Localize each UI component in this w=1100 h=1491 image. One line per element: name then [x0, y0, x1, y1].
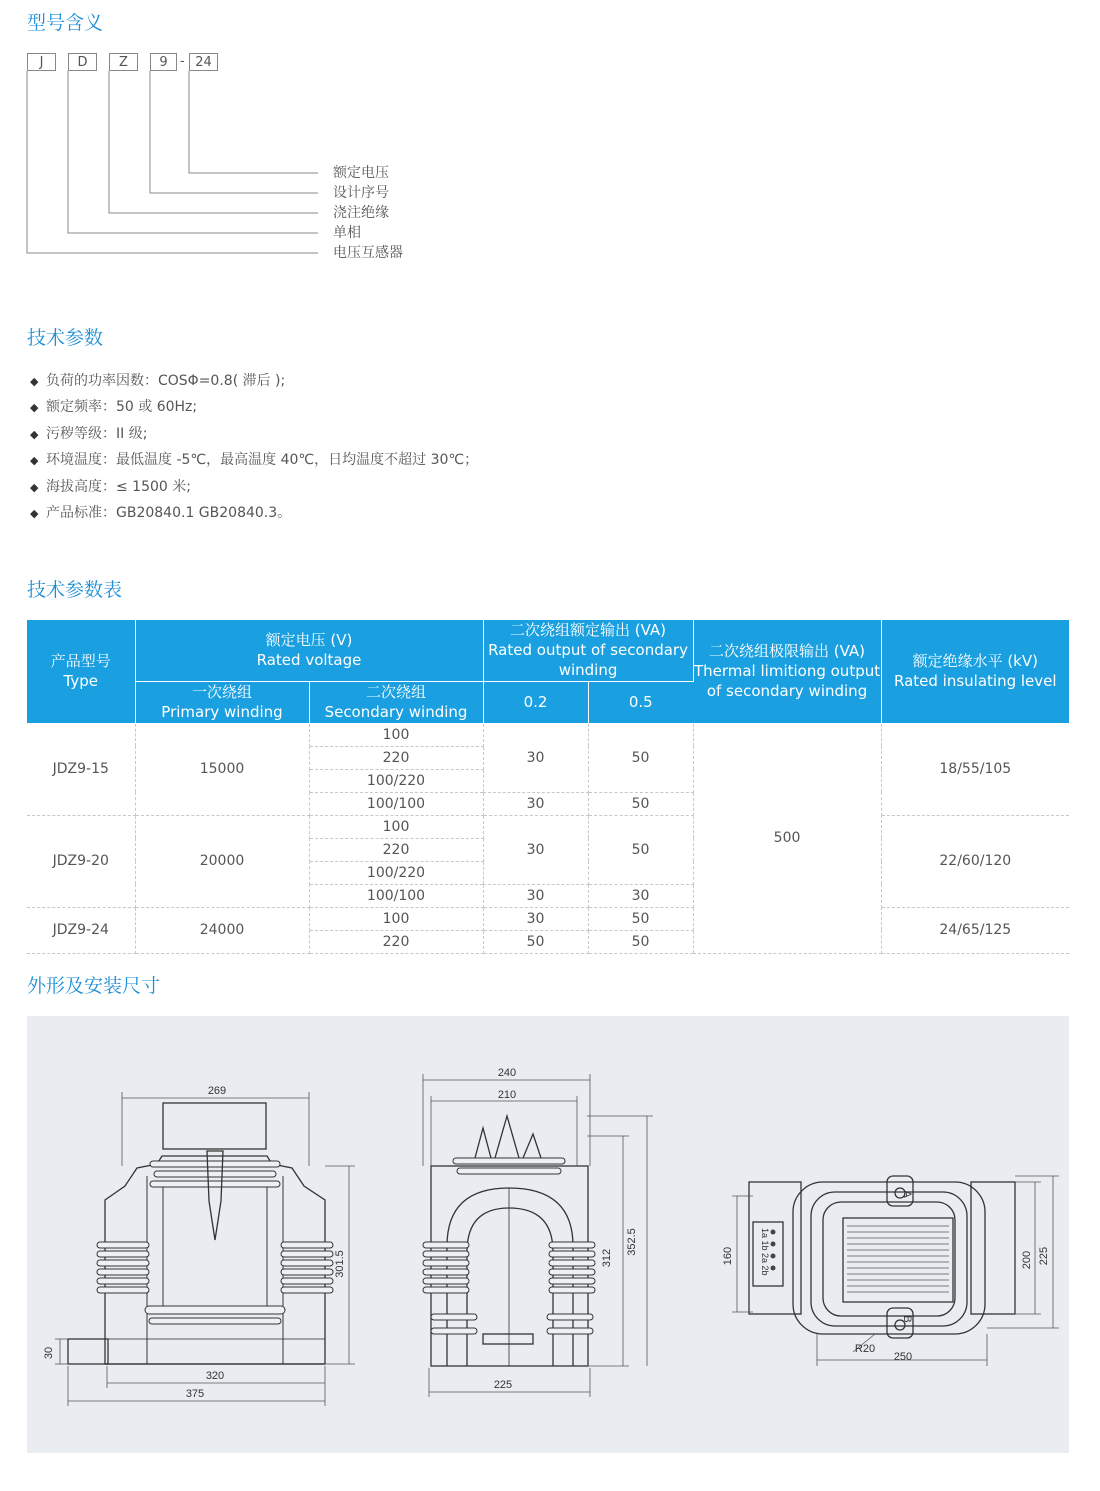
meaning-rated-voltage: 额定电压 — [333, 165, 389, 181]
code-box-9: 9 — [150, 53, 177, 71]
code-box-24: 24 — [189, 53, 218, 71]
cell-insulation: 24/65/125 — [881, 907, 1069, 953]
table-row — [27, 907, 1069, 930]
dim-plan-bottom: 250 — [893, 1351, 913, 1363]
diamond-bullet-icon: ◆ — [30, 480, 39, 494]
meaning-single-phase: 单相 — [333, 225, 361, 241]
cell-secondary: 220 — [309, 930, 483, 953]
cell-type: JDZ9-24 — [27, 907, 135, 953]
spec-table — [27, 620, 1069, 954]
cell-secondary: 100/220 — [309, 861, 483, 884]
code-box-d: D — [68, 53, 97, 71]
cell-secondary: 220 — [309, 746, 483, 769]
diamond-bullet-icon: ◆ — [30, 375, 39, 388]
plan-view-drawing — [722, 1176, 1059, 1366]
secondary-terminal-labels: 1a 1b 2a 2b — [760, 1228, 770, 1276]
cell-out02: 30 — [483, 723, 588, 792]
dim-side-top2: 210 — [497, 1089, 517, 1101]
cell-primary: 24000 — [135, 907, 309, 953]
cell-secondary: 100/100 — [309, 792, 483, 815]
cell-out05: 50 — [588, 930, 693, 953]
header-thermal-limit: 二次绕组极限输出 (VA) Thermal limitiong output of secondary winding — [693, 620, 881, 723]
header-secondary: 二次绕组 Secondary winding — [309, 681, 483, 723]
spec-table-title: 技术参数表 — [27, 579, 123, 601]
cell-limit-output: 500 — [693, 723, 881, 953]
tech-params-title: 技术参数 — [27, 327, 104, 349]
cell-insulation: 22/60/120 — [881, 815, 1069, 907]
table-row — [27, 723, 1069, 746]
dim-side-top1: 240 — [497, 1067, 517, 1079]
diamond-bullet-icon: ◆ — [30, 454, 39, 468]
meaning-voltage-transformer: 电压互感器 — [333, 245, 403, 261]
param-item: ◆ 额定频率：50 或 60Hz; — [30, 394, 478, 420]
drawing-panel — [27, 1016, 1069, 1453]
cell-secondary: 100/220 — [309, 769, 483, 792]
cell-out05: 50 — [588, 792, 693, 815]
dim-front-outer: 375 — [185, 1388, 205, 1400]
cell-secondary: 220 — [309, 838, 483, 861]
cell-type: JDZ9-20 — [27, 815, 135, 907]
diamond-bullet-icon: ◆ — [30, 401, 39, 415]
dim-side-h2: 352.5 — [626, 1228, 638, 1256]
dim-plan-left: 160 — [722, 1246, 734, 1266]
diamond-bullet-icon: ◆ — [30, 427, 39, 441]
dim-front-height: 301.5 — [334, 1250, 346, 1278]
table-row — [27, 815, 1069, 838]
front-view-drawing — [43, 1085, 355, 1406]
terminal-a-label: A — [901, 1190, 913, 1198]
cell-primary: 15000 — [135, 723, 309, 815]
param-item: ◆ 环境温度：最低温度 -5℃，最高温度 40℃，日均温度不超过 30℃； — [30, 447, 478, 473]
cell-out02: 30 — [483, 907, 588, 930]
cell-out02: 30 — [483, 884, 588, 907]
code-box-z: Z — [109, 53, 138, 71]
terminal-b-label: B — [901, 1315, 913, 1323]
cell-out02: 30 — [483, 815, 588, 884]
dim-front-top: 269 — [207, 1085, 227, 1097]
dim-plan-r2: 225 — [1038, 1246, 1050, 1266]
cell-out05: 50 — [588, 723, 693, 792]
header-rated-voltage: 额定电压 (V) Rated voltage — [135, 620, 483, 681]
cell-insulation: 18/55/105 — [881, 723, 1069, 815]
header-class-05: 0.5 — [588, 681, 693, 723]
side-view-drawing — [423, 1067, 653, 1397]
dim-plan-r1: 200 — [1021, 1250, 1033, 1270]
outline-drawings — [27, 1016, 1069, 1453]
param-item: ◆ 海拔高度：≤ 1500 米; — [30, 474, 478, 500]
param-item: ◆ 产品标准：GB20840.1 GB20840.3。 — [30, 500, 478, 526]
dimensions-title: 外形及安装尺寸 — [27, 975, 161, 997]
cell-out05: 50 — [588, 907, 693, 930]
cell-out02: 50 — [483, 930, 588, 953]
cell-out05: 50 — [588, 815, 693, 884]
cell-type: JDZ9-15 — [27, 723, 135, 815]
header-class-02: 0.2 — [483, 681, 588, 723]
cell-primary: 20000 — [135, 815, 309, 907]
meaning-cast-insulation: 浇注绝缘 — [333, 205, 389, 221]
cell-secondary: 100 — [309, 815, 483, 838]
meaning-design-serial: 设计序号 — [333, 185, 389, 201]
cell-secondary: 100/100 — [309, 884, 483, 907]
header-insulation: 额定绝缘水平 (kV) Rated insulating level — [881, 620, 1069, 723]
dim-front-base: 30 — [43, 1346, 55, 1360]
tech-params-list — [30, 368, 478, 526]
cell-secondary: 100 — [309, 723, 483, 746]
diamond-bullet-icon: ◆ — [30, 506, 39, 520]
header-primary: 一次绕组 Primary winding — [135, 681, 309, 723]
param-item: ◆ 负荷的功率因数：COSΦ=0.8( 滞后 ); — [30, 368, 478, 394]
cell-secondary: 100 — [309, 907, 483, 930]
header-rated-output: 二次绕组额定输出 (VA) Rated output of secondary winding — [483, 620, 693, 681]
dim-front-inner: 320 — [205, 1370, 225, 1382]
code-dash: - — [180, 54, 185, 69]
cell-out02: 30 — [483, 792, 588, 815]
param-item: ◆ 污秽等级：II 级; — [30, 421, 478, 447]
code-box-j: J — [27, 53, 56, 71]
dim-side-h1: 312 — [601, 1248, 613, 1268]
dim-side-bottom: 225 — [493, 1379, 513, 1391]
header-type: 产品型号 Type — [27, 620, 135, 723]
dim-plan-radius: R20 — [854, 1343, 876, 1355]
model-meaning-title: 型号含义 — [27, 12, 104, 34]
cell-out05: 30 — [588, 884, 693, 907]
